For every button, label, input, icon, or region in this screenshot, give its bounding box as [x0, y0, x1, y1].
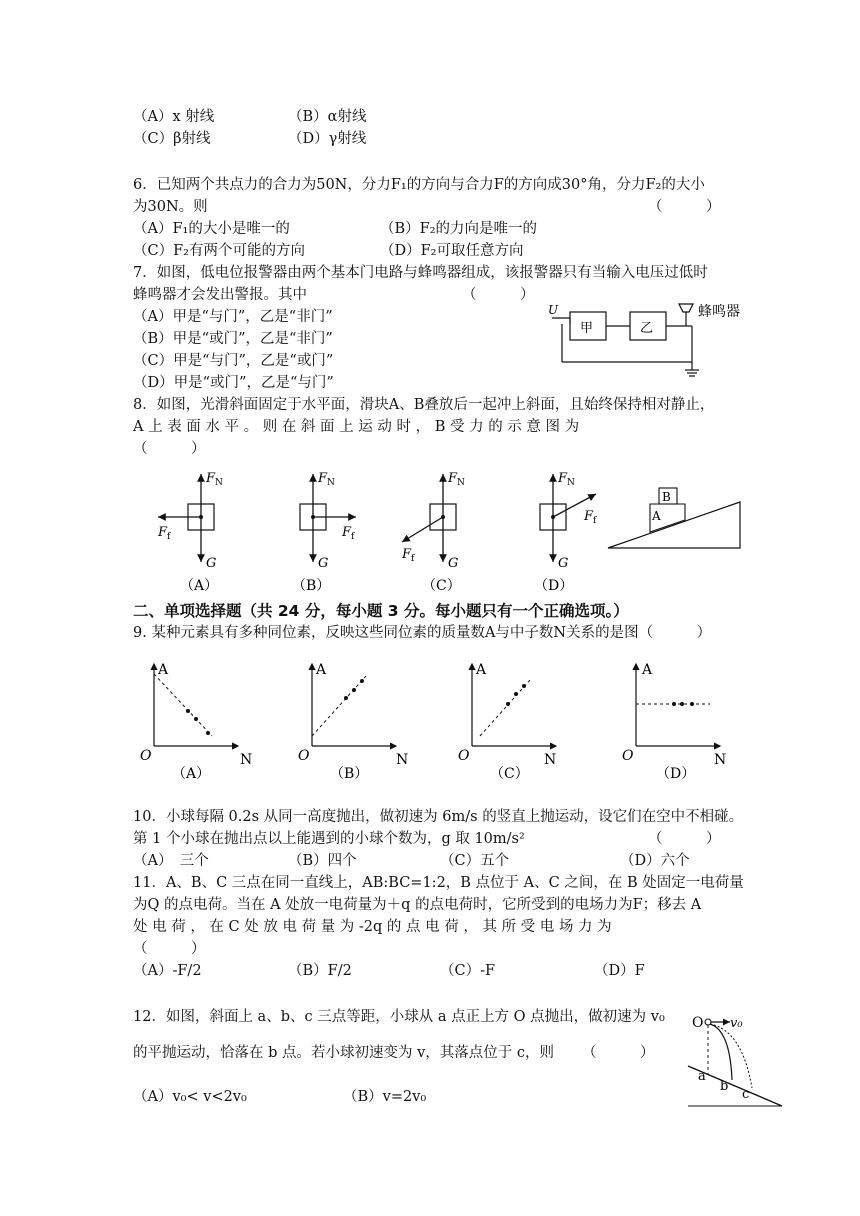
q10-answer-bracket: （ ）	[648, 831, 721, 847]
q8c-fn-sub: N	[457, 478, 465, 488]
q7-answer-bracket: （ ）	[462, 287, 535, 303]
q9b-x-axis: N	[396, 752, 409, 768]
q8b-fn-sub: N	[327, 478, 335, 488]
q11-option-d: （D）F	[594, 963, 645, 979]
q9b-origin: O	[298, 748, 310, 764]
q10-option-b: （B）四个	[288, 853, 357, 869]
q12-option-a: （A）v₀< v<2v₀	[133, 1089, 247, 1105]
q8-force-diagrams	[130, 462, 770, 592]
q9d-y-axis: A	[642, 662, 653, 678]
q12-projectile-figure	[686, 1010, 796, 1110]
q12-stem-line1: 12．如图，斜面上 a、b、c 三点等距，小球从 a 点正上方 O 点抛出，做初速为 v₀	[133, 1009, 665, 1025]
q11-answer-bracket: （ ）	[133, 941, 206, 957]
q8-label-b: （B）	[292, 578, 331, 594]
q12-answer-bracket: （ ）	[582, 1045, 655, 1061]
q8-diagram-c	[401, 471, 465, 571]
q8-diagram-d	[540, 471, 597, 571]
q12-option-b: （B）v=2v₀	[343, 1089, 427, 1105]
q7-gate-yi-label: 乙	[640, 321, 654, 336]
q8-stem-line2: A 上 表 面 水 平 。 则 在 斜 面 上 运 动 时 ， B 受 力 的 示 意 图 为	[133, 419, 580, 435]
q8a-fn-label: F	[206, 471, 216, 486]
q7-gate-jia-label: 甲	[580, 321, 594, 336]
q8a-fn-sub: N	[215, 478, 223, 488]
q8d-g-label: G	[558, 556, 569, 571]
q8a-g-label: G	[206, 556, 217, 571]
q8c-fn-label: F	[448, 471, 458, 486]
q8a-ff-sub: f	[167, 532, 171, 542]
q6-answer-bracket: （ ）	[648, 199, 721, 215]
q9-label-c: （C）	[490, 766, 529, 782]
q8-label-c: （C）	[422, 578, 461, 594]
q9c-y-axis: A	[476, 662, 487, 678]
q7-circuit-diagram	[548, 304, 768, 384]
q8-diagram-b	[300, 471, 356, 571]
q8-label-a: （A）	[180, 578, 219, 594]
q11-stem-line3: 处 电 荷 ， 在 C 处 放 电 荷 量 为 -2q 的 点 电 荷 ， 其 所 受 电 场 力 为	[133, 919, 612, 935]
q8-incline-figure	[608, 488, 740, 548]
q9a-y-axis: A	[158, 662, 169, 678]
q11-option-a: （A）-F/2	[133, 963, 202, 979]
q9-stem: 9. 某种元素具有多种同位素，反映这些同位素的质量数A与中子数N关系的是图（ ）	[133, 625, 712, 641]
q9-label-d: （D）	[656, 766, 696, 782]
q8d-ff-label: F	[584, 509, 594, 524]
q8c-g-label: G	[448, 556, 459, 571]
q5-option-d: （D）γ射线	[288, 131, 367, 147]
q9d-origin: O	[622, 748, 634, 764]
q7-option-c: （C）甲是“与门”，乙是“或门”	[133, 353, 334, 369]
q8-stem-line1: 8．如图，光滑斜面固定于水平面，滑块A、B叠放后一起冲上斜面，且始终保持相对静止，	[133, 397, 715, 413]
q8-block-b-label: B	[662, 490, 671, 504]
q12-point-a: a	[698, 1069, 706, 1084]
q9-graph-c	[458, 662, 556, 768]
q7-option-b: （B）甲是“或门”，乙是“非门”	[133, 331, 333, 347]
q8a-ff-label: F	[158, 525, 168, 540]
q7-circuit-input-label: U	[548, 303, 559, 317]
q8-label-d: （D）	[534, 578, 574, 594]
q12-point-o: O	[692, 1015, 704, 1031]
q10-option-a: （A） 三个	[133, 853, 209, 869]
q11-stem-line2: 为Q 的点电荷。当在 A 处放一电荷量为＋q 的点电荷时，它所受到的电场力为F；移去 A	[133, 897, 702, 913]
q11-option-b: （B）F/2	[288, 963, 352, 979]
q10-option-c: （C）五个	[440, 853, 510, 869]
q11-stem-line1: 11．A、B、C 三点在同一直线上，AB:BC=1:2，B 点位于 A、C 之间，在 B 处固定一电荷量	[133, 875, 744, 891]
q12-v0-label: v₀	[730, 1016, 743, 1031]
q9a-x-axis: N	[240, 752, 253, 768]
q5-option-c: （C）β射线	[133, 131, 211, 147]
q9a-origin: O	[140, 748, 152, 764]
q10-stem-line2: 第 1 个小球在抛出点以上能遇到的小球个数为，g 取 10m/s²	[133, 831, 525, 847]
q8b-ff-label: F	[342, 525, 352, 540]
q9c-origin: O	[458, 748, 470, 764]
q9b-y-axis: A	[316, 662, 327, 678]
q6-option-b: （B）F₂的力向是唯一的	[380, 221, 538, 237]
q12-point-b: b	[720, 1079, 729, 1094]
q9-label-a: （A）	[172, 766, 211, 782]
q9c-x-axis: N	[544, 752, 557, 768]
q8-answer-bracket: （ ）	[133, 441, 206, 457]
q8-block-a-label: A	[652, 509, 661, 523]
q8d-fn-sub: N	[567, 478, 575, 488]
q5-option-a: （A）x 射线	[133, 109, 215, 125]
q6-stem-line1: 6．已知两个共点力的合力为50N，分力F₁的方向与合力F的方向成30°角，分力F₂的大小	[133, 177, 705, 193]
q9d-x-axis: N	[714, 752, 727, 768]
q9-graphs	[130, 656, 770, 786]
q11-option-c: （C）-F	[440, 963, 496, 979]
q12-point-c: c	[742, 1087, 750, 1102]
q8b-g-label: G	[318, 556, 329, 571]
q8d-fn-label: F	[558, 471, 568, 486]
q7-buzzer-label: 蜂鸣器	[698, 304, 740, 320]
q6-option-d: （D）F₂可取任意方向	[380, 243, 524, 259]
q5-option-b: （B）α射线	[288, 109, 367, 125]
q10-stem-line1: 10．小球每隔 0.2s 从同一高度抛出，做初速为 6m/s 的竖直上抛运动，设它们在空中不相碰。	[133, 809, 744, 825]
q7-stem-line2: 蜂鸣器才会发出警报。其中	[133, 287, 307, 303]
q12-stem-line2: 的平抛运动，恰落在 b 点。若小球初速变为 v，其落点位于 c，则	[133, 1045, 555, 1061]
q10-option-d: （D）六个	[620, 853, 690, 869]
q8c-ff-sub: f	[411, 554, 415, 564]
q8b-fn-label: F	[318, 471, 328, 486]
q8c-ff-label: F	[402, 547, 412, 562]
q9-graph-a	[140, 662, 252, 768]
q7-option-a: （A）甲是“与门”，乙是“非门”	[133, 309, 333, 325]
q9-graph-d	[622, 662, 726, 768]
section2-heading: 二、单项选择题（共 24 分，每小题 3 分。每小题只有一个正确选项。）	[133, 602, 629, 620]
q9-label-b: （B）	[330, 766, 369, 782]
q9-graph-b	[298, 662, 408, 768]
q8b-ff-sub: f	[351, 532, 355, 542]
q6-option-c: （C）F₂有两个可能的方向	[133, 243, 305, 259]
q6-stem-line2: 为30N。则	[133, 199, 208, 215]
q8d-ff-sub: f	[593, 516, 597, 526]
q8-diagram-a	[157, 471, 223, 571]
q7-stem-line1: 7．如图，低电位报警器由两个基本门电路与蜂鸣器组成，该报警器只有当输入电压过低时	[133, 265, 708, 281]
q6-option-a: （A）F₁的大小是唯一的	[133, 221, 290, 237]
q7-option-d: （D）甲是“或门”，乙是“与门”	[133, 375, 334, 391]
